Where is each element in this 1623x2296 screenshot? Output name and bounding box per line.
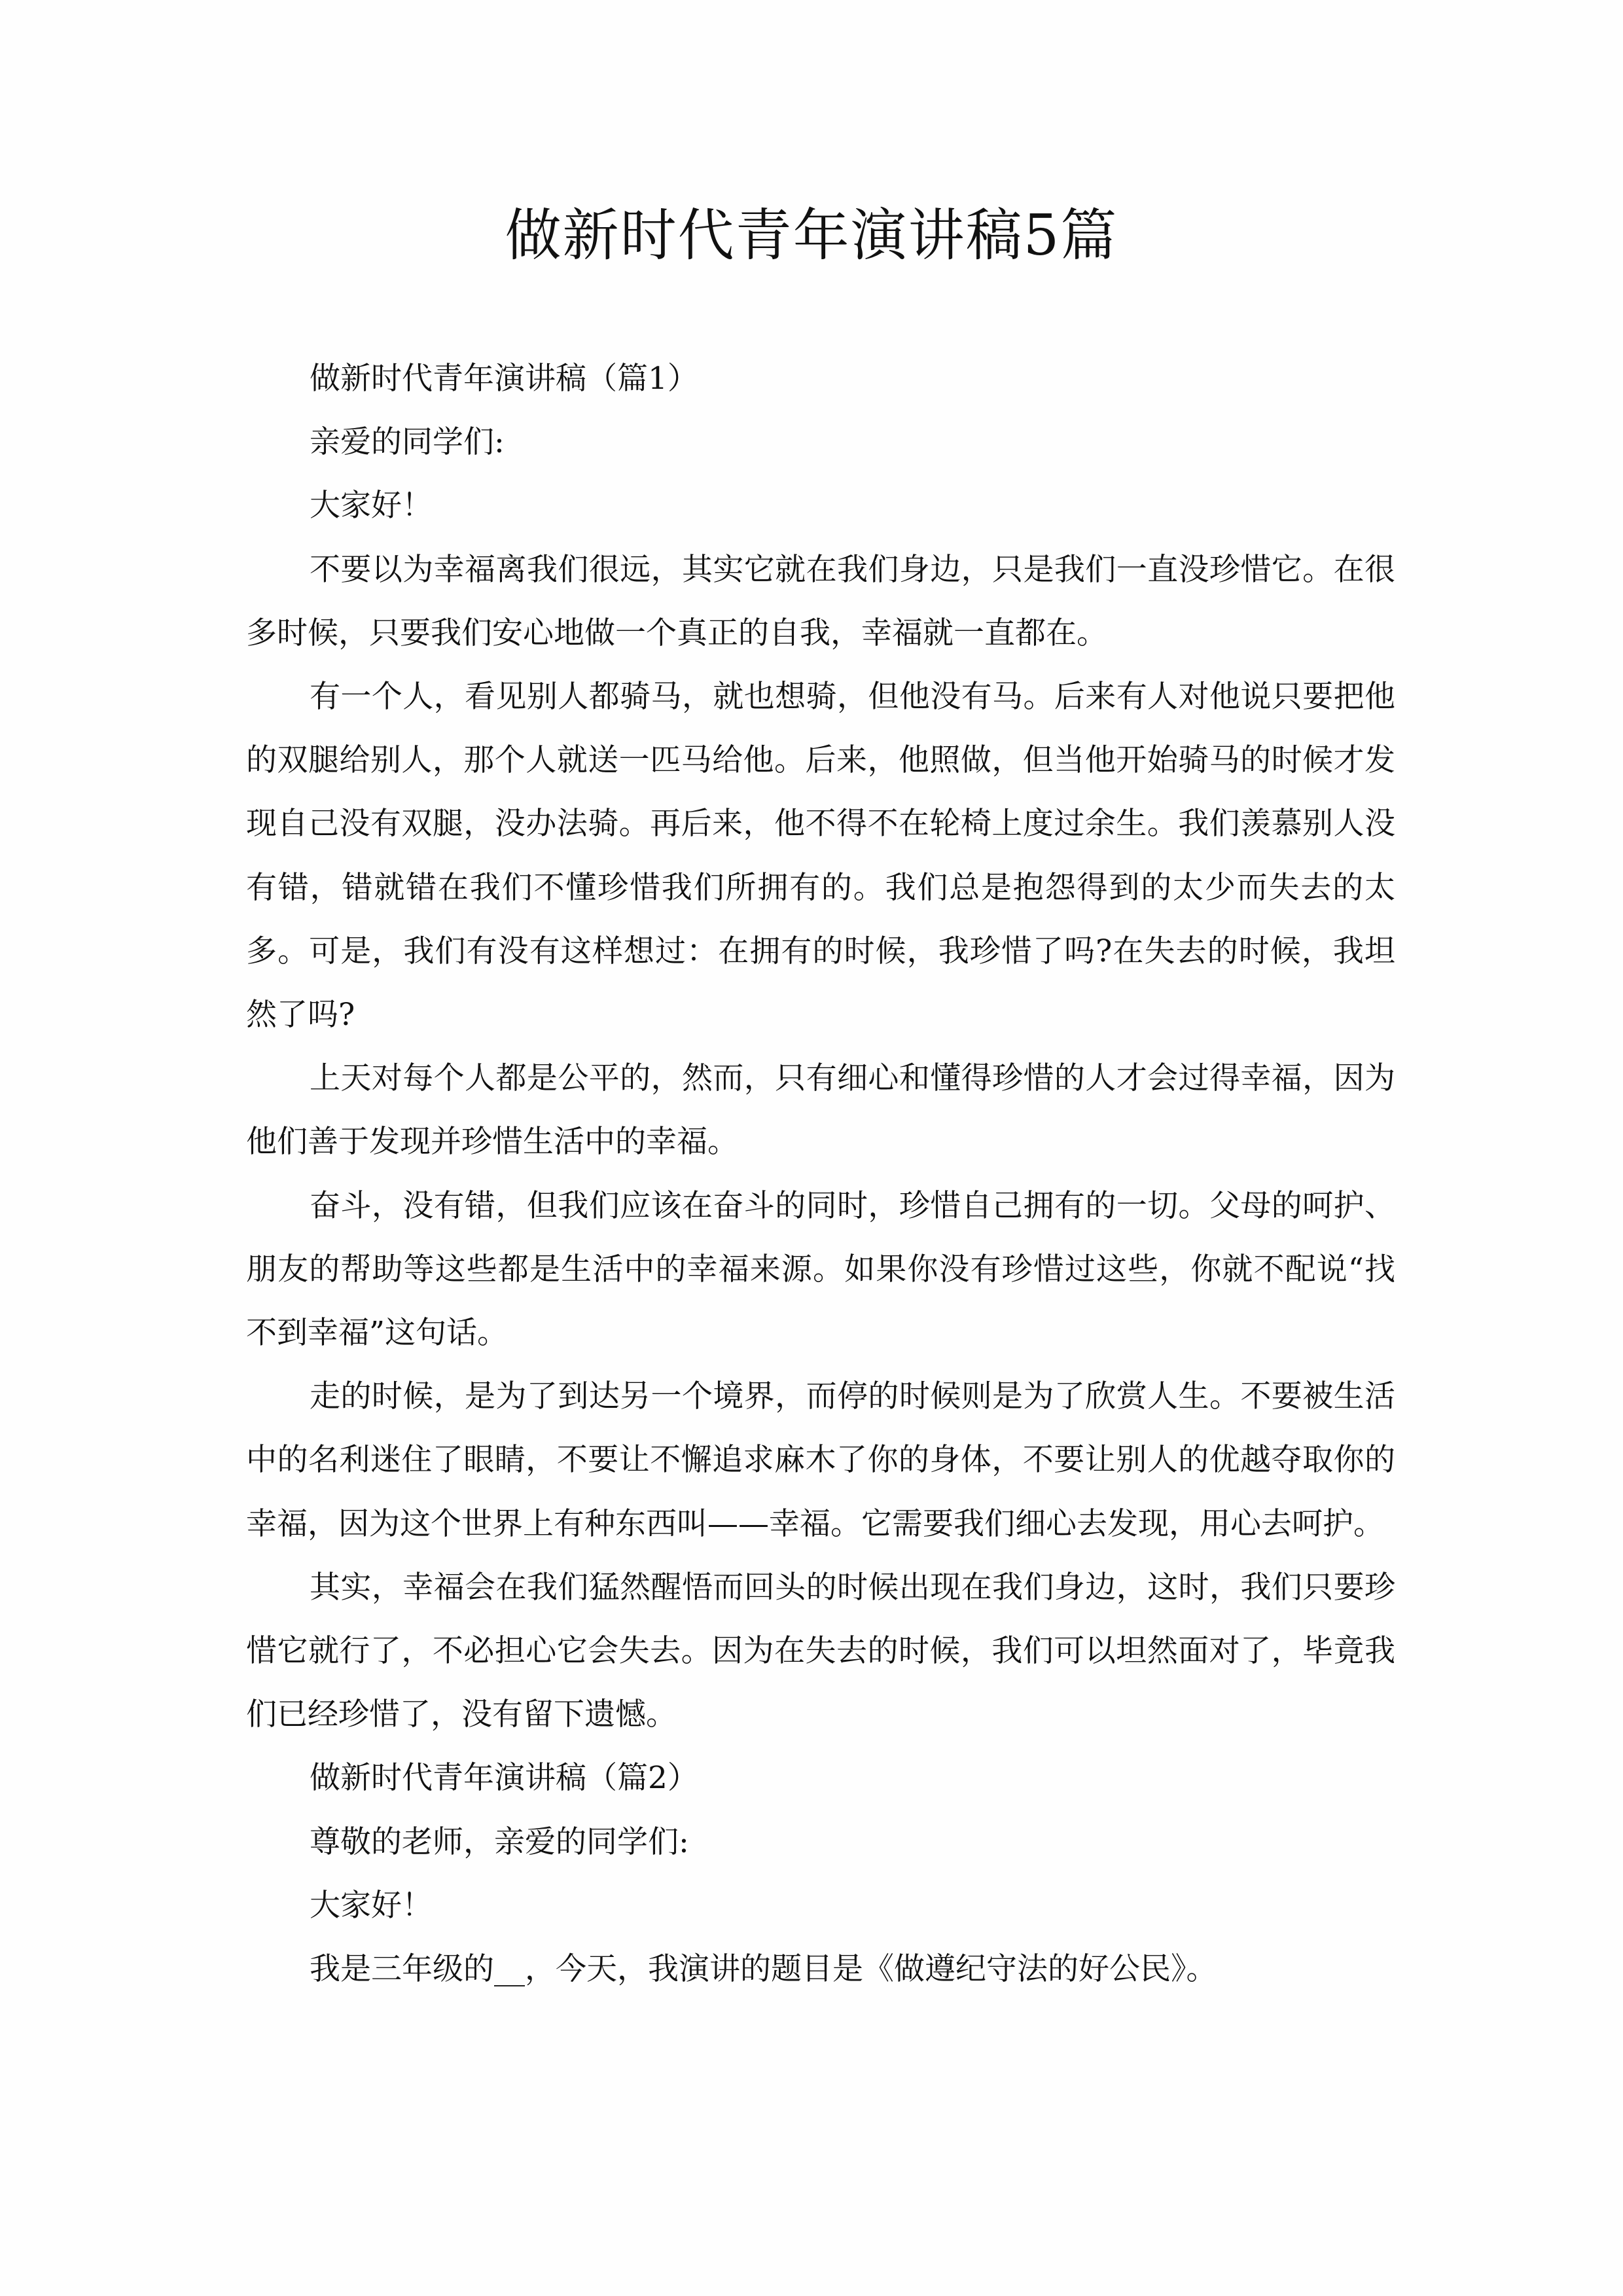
- speech-section-2: [246, 1746, 1395, 2001]
- section-heading: 做新时代青年演讲稿（篇2）: [310, 1760, 698, 1797]
- document-title: 做新时代青年演讲稿5篇: [505, 203, 1118, 268]
- paragraph: 走的时候，是为了到达另一个境界，而停的时候则是为了欣赏人生。不要被生活中的名利迷住了眼睛，不要让不懈追求麻木了你的身体，不要让别人的优越夺取你的幸福，因为这个世界上有种东西叫——幸福。它需要我们细心去发现，用心去呵护。: [246, 1378, 1395, 1542]
- document-body: [246, 347, 1395, 2001]
- paragraph: 有一个人，看见别人都骑马，就也想骑，但他没有马。后来有人对他说只要把他的双腿给别人，那个人就送一匹马给他。后来，他照做，但当他开始骑马的时候才发现自己没有双腿，没办法骑。再后来，他不得不在轮椅上度过余生。我们羡慕别人没有错，错就错在我们不懂珍惜我们所拥有的。我们总是抱怨得到的太少而失去的太多。可是，我们有没有这样想过：在拥有的时候，我珍惜了吗?在失去的时候，我坦然了吗?: [246, 679, 1395, 1033]
- paragraph: 奋斗，没有错，但我们应该在奋斗的同时，珍惜自己拥有的一切。父母的呵护、朋友的帮助等这些都是生活中的幸福来源。如果你没有珍惜过这些，你就不配说“找不到幸福”这句话。: [246, 1187, 1395, 1352]
- paragraph: 其实，幸福会在我们猛然醒悟而回头的时候出现在我们身边，这时，我们只要珍惜它就行了，不必担心它会失去。因为在失去的时候，我们可以坦然面对了，毕竟我们已经珍惜了，没有留下遗憾。: [246, 1569, 1395, 1733]
- greeting: 大家好！: [310, 488, 433, 524]
- greeting: 大家好！: [310, 1887, 433, 1924]
- paragraph: 上天对每个人都是公平的，然而，只有细心和懂得珍惜的人才会过得幸福，因为他们善于发现并珍惜生活中的幸福。: [246, 1060, 1395, 1160]
- salutation: 尊敬的老师，亲爱的同学们:: [310, 1823, 689, 1860]
- salutation: 亲爱的同学们:: [310, 424, 505, 461]
- speech-section-1: [246, 347, 1395, 1746]
- paragraph: 我是三年级的__，今天，我演讲的题目是《做遵纪守法的好公民》。: [310, 1951, 1217, 1988]
- paragraph: 不要以为幸福离我们很远，其实它就在我们身边，只是我们一直没珍惜它。在很多时候，只要我们安心地做一个真正的自我，幸福就一直都在。: [246, 551, 1395, 651]
- section-heading: 做新时代青年演讲稿（篇1）: [310, 361, 698, 397]
